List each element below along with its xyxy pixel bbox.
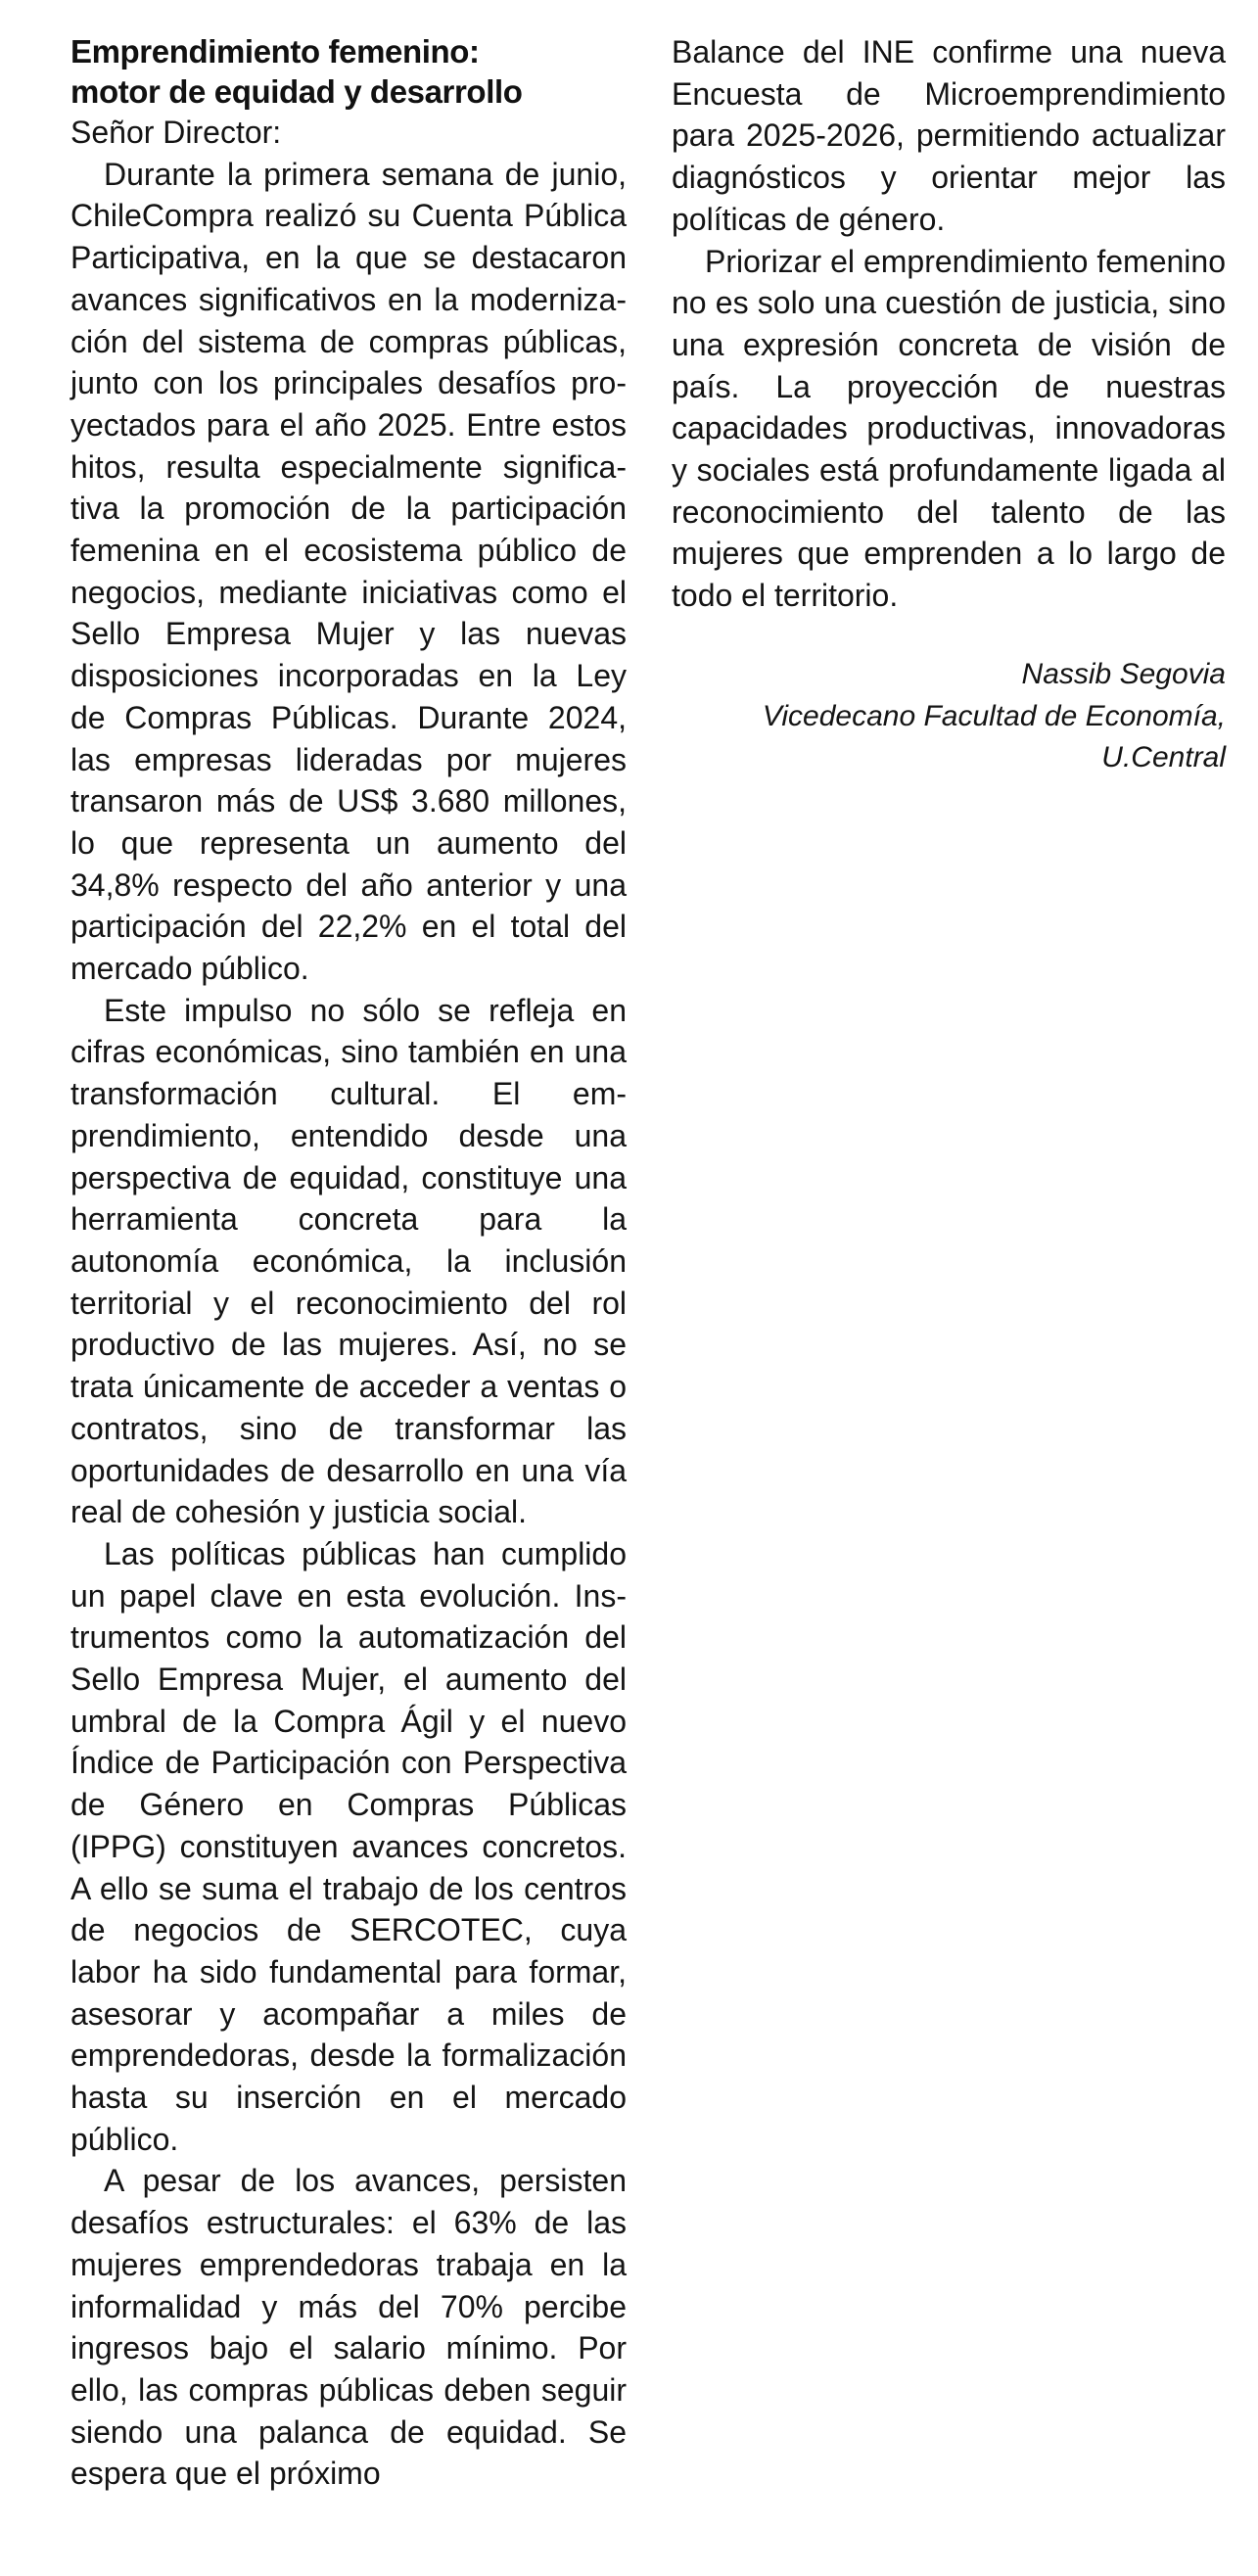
signature-block: [672, 654, 1226, 779]
body-paragraph-1: Durante la primera semana de junio, ChileCompra realizó su Cuenta Pública Participativa, en la que se destacaron avances significativos en la modernización del sistema de compras públicas, junto con los principales desafíos proyectados para el año 2025. Entre estos hitos, resulta especialmente significativa la promoción de la participación femenina en el ecosistema público de negocios, mediante iniciativas como el Sello Empresa Mujer y las nuevas disposiciones incorporadas en la Ley de Compras Públicas. Durante 2024, las empresas lideradas por mujeres transaron más de US$ 3.680 millones, lo que representa un aumento del 34,8% respecto del año anterior y una participación del 22,2% en el total del mercado público.: [70, 156, 627, 987]
right-column: [672, 31, 1226, 779]
headline: [70, 31, 627, 112]
body-paragraph-3: Las políticas públicas han cumplido un papel clave en esta evolución. Instrumentos como la automatización del Sello Empresa Mujer, el aumento del umbral de la Compra Ágil y el nuevo Índice de Participación con Perspectiva de Género en Compras Públicas (IPPG) constituyen avances concretos. A ello se suma el trabajo de los centros de negocios de SERCOTEC, cuya labor ha sido fundamental para formar, asesorar y acompañar a miles de emprendedoras, desde la formalización hasta su inserción en el mercado público.: [70, 1535, 627, 2157]
signature-institution: U.Central: [1101, 741, 1226, 774]
body-paragraph-4-continued: Balance del INE confirme una nueva Encuesta de Microemprendimiento para 2025-2026, permitiendo actualizar diagnósticos y orientar mejor las políticas de género.: [672, 34, 1226, 237]
headline-line-1: Emprendimiento femenino:: [70, 33, 480, 70]
body-paragraph-4: A pesar de los avances, persisten desafíos estructurales: el 63% de las mujeres emprendedoras trabaja en la informalidad y más del 70% percibe ingresos bajo el salario mínimo. Por ello, las compras públicas deben seguir siendo una palanca de equidad. Se espera que el próximo: [70, 2163, 627, 2492]
signature-name: Nassib Segovia: [1021, 657, 1226, 690]
headline-line-2: motor de equidad y desarrollo: [70, 73, 523, 110]
body-paragraph-2: Este impulso no sólo se refleja en cifras económicas, sino también en una transformación cultural. El emprendimiento, entendido desde una perspectiva de equidad, constituye una herramienta concreta para la autonomía económica, la inclusión territorial y el reconocimiento del rol productivo de las mujeres. Así, no se trata únicamente de acceder a ventas o contratos, sino de transformar las oportunidades de desarrollo en una vía real de cohesión y justicia social.: [70, 992, 627, 1530]
signature-title: Vicedecano Facultad de Economía,: [762, 699, 1226, 732]
body-paragraph-5: Priorizar el emprendimiento femenino no es solo una cuestión de justicia, sino una expresión concreta de visión de país. La proyección de nuestras capacidades productivas, innovadoras y sociales está profundamente ligada al reconocimiento del talento de las mujeres que emprenden a lo largo de todo el territorio.: [672, 243, 1226, 614]
left-column: [70, 31, 627, 2495]
salutation: Señor Director:: [70, 115, 282, 150]
